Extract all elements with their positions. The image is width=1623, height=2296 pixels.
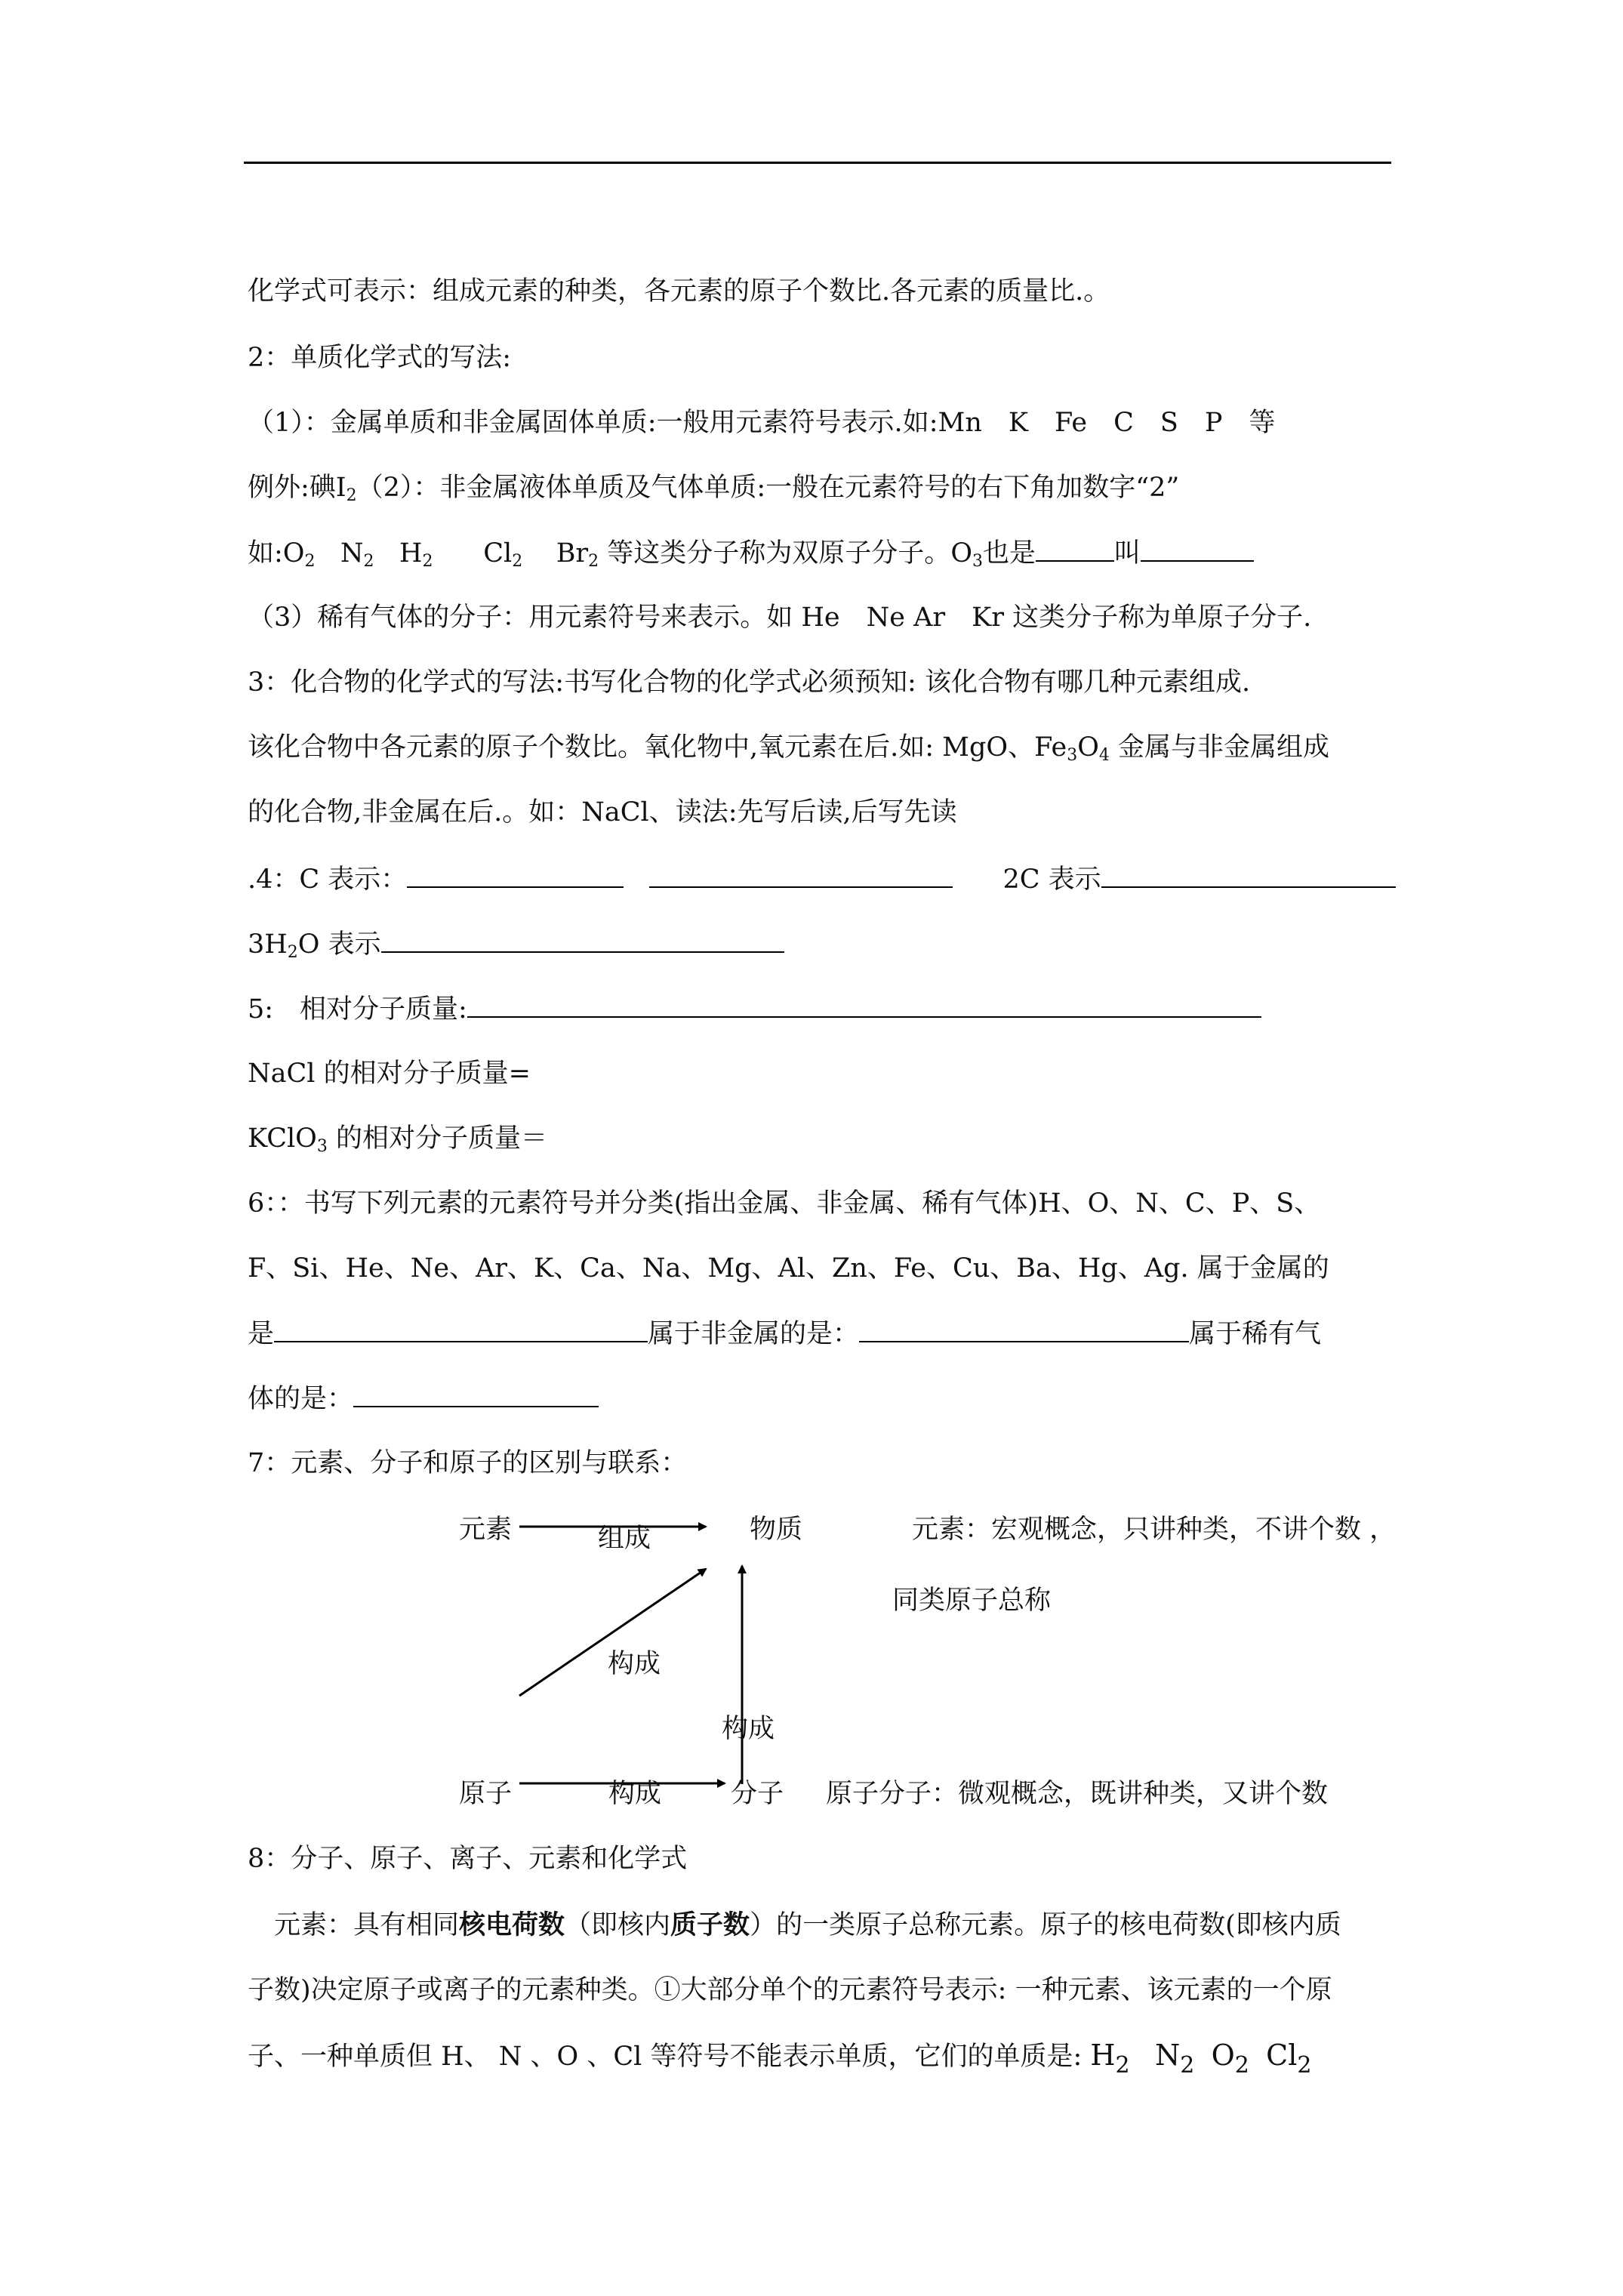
line-section-3: 3：化合物的化学式的写法:书写化合物的化学式必须预知: 该化合物有哪几种元素组成. (248, 667, 1251, 698)
line-classify: 是 属于非金属的是： 属于稀有气 (248, 1317, 1321, 1351)
line-element-list: F、Si、He、Ne、Ar、K、Ca、Na、Mg、Al、Zn、Fe、Cu、Ba、Hg、Ag. 属于金属的 (248, 1253, 1329, 1284)
line-formula-meaning: 化学式可表示：组成元素的种类，各元素的原子个数比.各元素的质量比.。 (248, 276, 1110, 307)
line-section-7: 7：元素、分子和原子的区别与联系： (248, 1448, 688, 1478)
line-section-2: 2：单质化学式的写法: (248, 343, 512, 373)
node-molecule: 分子 (731, 1779, 784, 1809)
line-section-6: 6：：书写下列元素的元素符号并分类(指出金属、非金属、稀有气体)H、O、N、C、P、S、 (248, 1188, 1321, 1219)
line-section-5: 5: 相对分子质量: (248, 992, 1261, 1026)
note-atom-molecule-micro: 原子分子：微观概念，既讲种类，又讲个数 (826, 1779, 1329, 1809)
label-construct-bottom: 构成 (608, 1779, 662, 1809)
line-noble-gas: （3）稀有气体的分子：用元素符号来表示。如 He Ne Ar Kr 这类分子称为单原子分子. (248, 603, 1312, 633)
line-compound: 的化合物,非金属在后.。如：NaCl、读法:先写后读,后写先读 (248, 797, 957, 827)
line-oxide: 该化合物中各元素的原子个数比。氧化物中,氧元素在后.如: MgO、$Fe_3O_4$ 金属与非金属组成 (248, 732, 1330, 765)
note-element-macro: 元素：宏观概念，只讲种类，不讲个数 ， (912, 1515, 1397, 1545)
line-exception: 例外:碘$I_2(2)$：非金属液体单质及气体单质:一般在元素符号的右下角加数字“2” (248, 473, 1180, 505)
line-element-symbols: 子、一种单质但 H、 N 、O 、Cl 等符号不能表示单质，它们的单质是: $H_2$ $N_2$ $O_2$ $Cl_2$ (248, 2039, 1312, 2079)
label-construct-diagonal: 构成 (608, 1649, 661, 1679)
line-3h2o: $3H_2O$ 表示 (248, 927, 784, 961)
note-element-same-atoms: 同类原子总称 (892, 1586, 1052, 1616)
line-noble: 体的是： (248, 1382, 599, 1416)
node-atom: 原子 (459, 1779, 513, 1809)
line-section-4: .4：C 表示： 2C 表示 (248, 862, 1396, 896)
line-diatomic: 如$:O_2$ $N_2$ $H_2$ $Cl_2$ $Br_2$ 等这类分子称为双原子分子。$O_3$也是 叫 (248, 536, 1254, 570)
node-substance: 物质 (750, 1515, 803, 1545)
line-section-8: 8：分子、原子、离子、元素和化学式 (248, 1844, 688, 1874)
line-proton-number: 子数)决定原子或离子的元素种类。①大部分单个的元素符号表示: 一种元素、该元素的一个原 (248, 1975, 1332, 2005)
line-kclo3-mass: KClO$_3$ 的相对分子质量＝ (248, 1123, 548, 1156)
label-construct-vertical: 构成 (722, 1714, 775, 1744)
label-compose: 组成 (598, 1524, 651, 1554)
node-element: 元素 (459, 1515, 513, 1545)
line-metal-solid: （1）：金属单质和非金属固体单质:一般用元素符号表示.如:Mn K Fe C S P 等 (248, 408, 1276, 438)
line-nacl-mass: NaCl 的相对分子质量= (248, 1059, 531, 1089)
line-element-definition: 元素：具有相同核电荷数（即核内质子数）的一类原子总称元素。原子的核电荷数(即核内质 (248, 1909, 1341, 1940)
